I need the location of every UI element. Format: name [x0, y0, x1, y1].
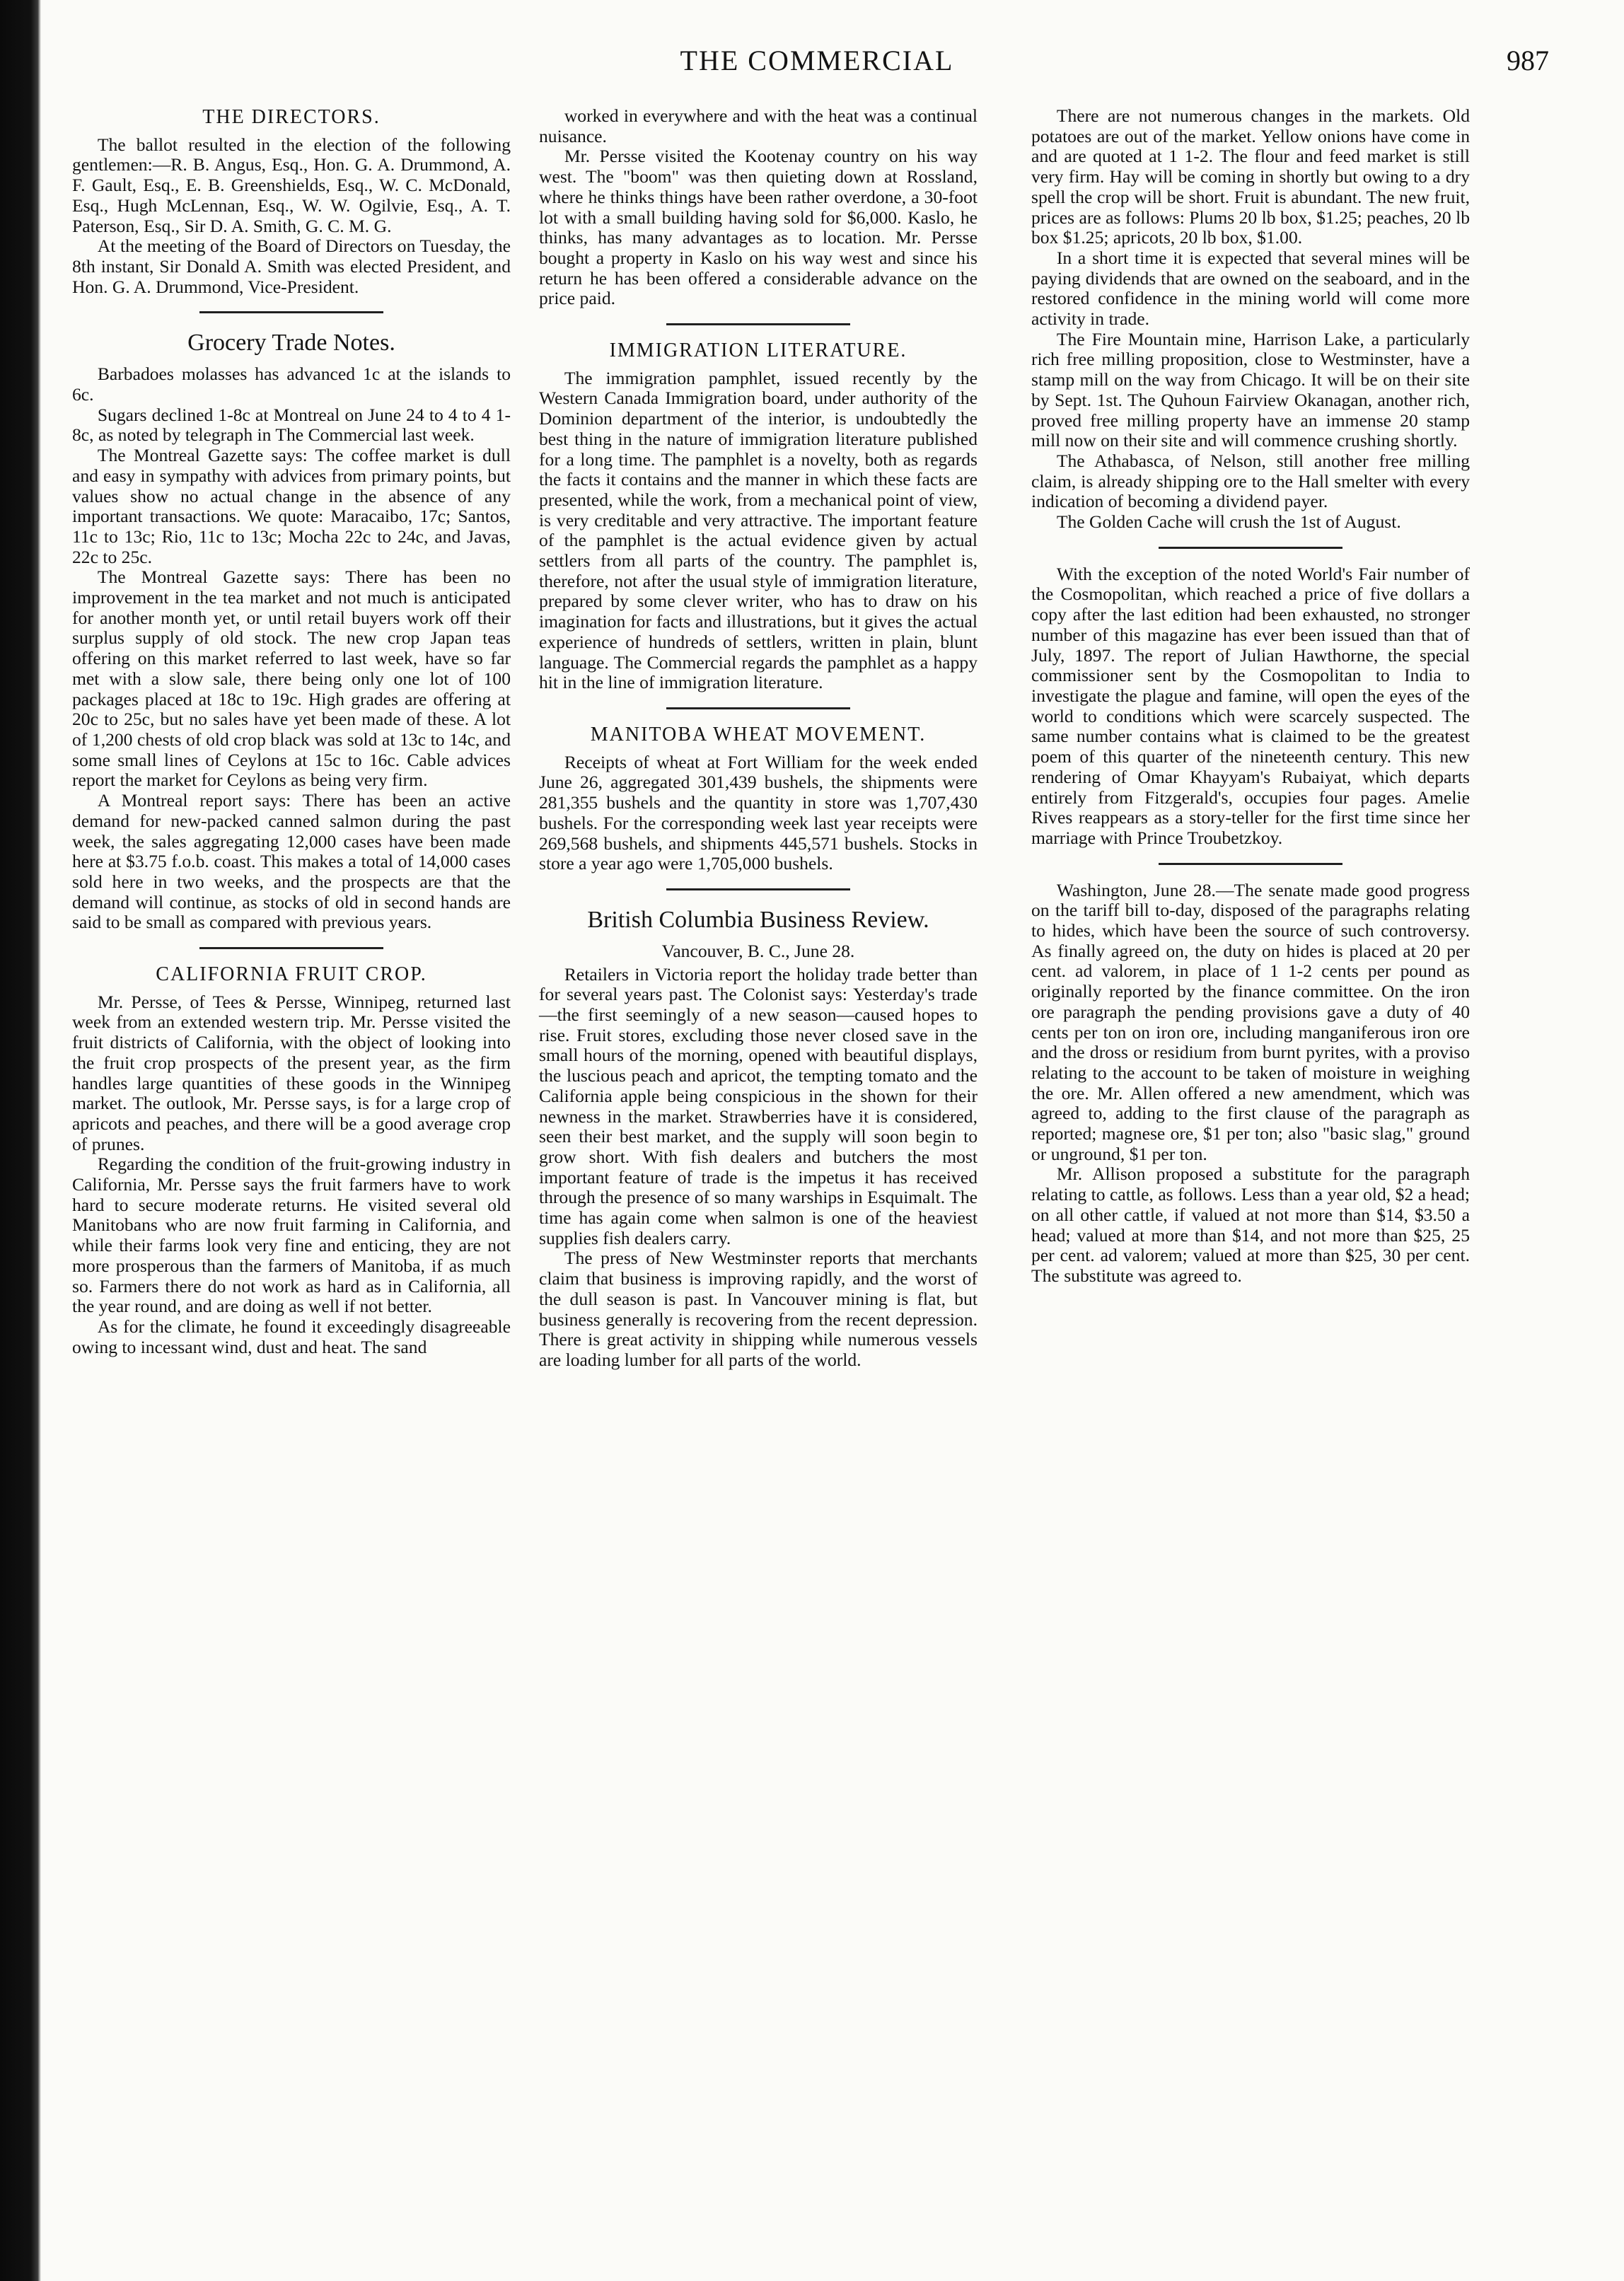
article	[72, 108, 511, 297]
book-binding-edge	[0, 0, 41, 2281]
paragraph: The Fire Mountain mine, Harrison Lake, a particularly rich free milling proposition, close to Westminster, have a stamp mill on the way from Chicago. It will be on their site by Sept. 1st. The Quhoun Fairview Okanagan, another rich, proved free milling property have an immense 20 stamp mill now on their site and will commence crushing shortly.	[1031, 328, 1470, 451]
section-divider	[666, 888, 850, 890]
page-header	[85, 44, 1549, 86]
paragraph: With the exception of the noted World's Fair number of the Cosmopolitan, which reached a price of five dollars a copy after the last edition had been exhausted, no stronger number of this magazine has ever been issued than that of July, 1897. The report of Julian Hawthorne, the special commissioner sent by the Cosmopolitan to India to investigate the plague and famine, will open the eyes of the world to conditions which were scarcely suspected. The same number contains what is claimed to be the greatest poem of this quarter of the nineteenth century. This new rendering of Omar Khayyam's Rubaiyat, which departs entirely from Fitzgerald's, occupies four pages. Amelie Rives reappears as a story-teller for the first time since her marriage with Prince Troubetzkoy.	[1031, 563, 1470, 848]
paragraph: Mr. Persse, of Tees & Persse, Winnipeg, returned last week from an extended western trip. Mr. Persse visited the fruit districts of California, with the object of looking into the fruit crop prospects of the present year, as the firm handles large quantities of these goods in the Winnipeg market. The outlook, Mr. Persse says, is for a large crop of apricots and peaches, and there will be a good average crop of prunes.	[72, 991, 511, 1154]
paragraph: The Montreal Gazette says: There has been no improvement in the tea market and not much is anticipated for another month yet, or until retail buyers work off their surplus supply of old stock. The new crop Japan teas offering on this market referred to last week, have so far met with a slow sale, there being only one lot of 100 packages placed at 18c to 19c. High grades are offering at 20c to 25c, but no sales have yet been made of these. A lot of 1,200 chests of old crop black was sold at 13c to 14c, and some small lines of Ceylons at 15c to 16c. Cable advices report the market for Ceylons as being very firm.	[72, 567, 511, 791]
paragraph: The Montreal Gazette says: The coffee market is dull and easy in sympathy with advices from primary points, but values show no actual change in the absence of any important transactions. We quote: Maracaibo, 17c; Santos, 11c to 13c; Rio, 11c to 13c; Mocha 22c to 24c, and Javas, 22c to 25c.	[72, 445, 511, 567]
paragraph: Retailers in Victoria report the holiday trade better than for several years past. The Colonist says: Yesterday's trade—the first seemingly of a new season—caused hopes to rise. Fruit stores, excluding those never closed save in the small hours of the morning, opened with beautiful displays, the luscious peach and apricot, the tempting tomato and the California apple being conspicious in the shown for their newness in the market. Strawberries have it is considered, seen their best market, and the supply will soon begin to grow short. With fish dealers and butchers the most important feature of trade is the impetus it has received through the presence of so many warships in Esquimalt. The time has again come when salmon is one of the heaviest supplies fish dealers carry.	[539, 963, 978, 1248]
paragraph: In a short time it is expected that several mines will be paying dividends that are owned on the seaboard, and in the restored confidence in the mining world will come more activity in trade.	[1031, 247, 1470, 330]
article-heading: CALIFORNIA FRUIT CROP.	[156, 963, 427, 986]
paragraph: Sugars declined 1-8c at Montreal on June 24 to 4 to 4 1-8c, as noted by telegraph in The Commercial last week.	[72, 404, 511, 446]
paragraph: Washington, June 28.—The senate made good progress on the tariff bill to-day, disposed of the paragraphs relating to hides, which have been the source of such controversy. As finally agreed on, the duty on hides is placed at 20 per cent. ad valorem, in place of 1 1-2 cents per pound as originally reported by the finance committee. On the iron ore paragraph the pending provisions gave a duty of 40 cents per ton on iron ore, including manganiferous iron ore and the dross or residium from burnt pyrites, with a proviso relating to the account to be taken of moisture in weighing the ore. Mr. Allen offered a new amendment, which was agreed to, adding to the first clause of the paragraph as reported; magnese ore, $1 per ton; also "basic slag," ground or unground, $1 per ton.	[1031, 879, 1470, 1164]
page-number: 987	[1507, 45, 1549, 76]
section-divider	[666, 707, 850, 709]
article	[539, 341, 978, 693]
article	[1031, 881, 1470, 1287]
paragraph: The press of New Westminster reports that merchants claim that business is improving rapidly, and the worst of the dull season is past. In Vancouver mining is flat, but business generally is recovering from the recent depression. There is great activity in shipping while numerous vessels are loading lumber for all parts of the world.	[539, 1248, 978, 1370]
dateline: Vancouver, B. C., June 28.	[661, 940, 855, 961]
section-divider	[666, 323, 850, 325]
article-title: Grocery Trade Notes.	[187, 330, 395, 356]
article	[72, 965, 511, 1357]
article-heading: MANITOBA WHEAT MOVEMENT.	[590, 723, 927, 745]
paragraph: The ballot resulted in the election of the following gentlemen:—R. B. Angus, Esq., Hon. G. A. Drummond, A. F. Gault, Esq., E. B. Greenshields, Esq., W. C. McDonald, Esq., Hugh McLennan, Esq., W. W. Ogilvie, Esq., A. T. Paterson, Esq., Sir D. A. Smith, G. C. M. G.	[72, 134, 511, 236]
paragraph: At the meeting of the Board of Directors on Tuesday, the 8th instant, Sir Donald A. Smith was elected President, and Hon. G. A. Drummond, Vice-President.	[72, 236, 511, 297]
article-heading: THE DIRECTORS.	[202, 106, 381, 128]
section-divider	[1159, 547, 1342, 549]
article-heading: IMMIGRATION LITERATURE.	[609, 339, 907, 362]
paragraph: As for the climate, he found it exceedingly disagreeable owing to incessant wind, dust and heat. The sand	[72, 1316, 511, 1357]
column-3	[1031, 106, 1470, 1287]
section-divider	[199, 311, 383, 313]
paragraph: worked in everywhere and with the heat was a continual nuisance.	[539, 105, 978, 146]
paragraph: The Golden Cache will crush the 1st of August.	[1056, 511, 1401, 533]
paragraph: The immigration pamphlet, issued recently by the Western Canada Immigration board, under authority of the Dominion department of the interior, is undoubtedly the best thing in the nature of immigration literature published for a long time. The pamphlet is a novelty, both as regards the facts it contains and the manner in which these facts are presented, while the work, from a mechanical point of view, is very creditable and very attractive. The important feature of the pamphlet is the actual evidence given by actual settlers from all parts of the country. The pamphlet is, therefore, not after the usual style of immigration literature, prepared by some clever writer, who has to draw on his imagination for facts and illustrations, but it gives the actual experience of hundreds of settlers, written in plain, blunt language. The Commercial regards the pamphlet as a happy hit in the line of immigration literature.	[539, 367, 978, 693]
article	[539, 106, 978, 309]
paragraph: Mr. Persse visited the Kootenay country on his way west. The "boom" was then quieting down at Rossland, where he thinks things have been rather overdone, a 30-foot lot with a small building having sold for $6,000. Kaslo, he thinks, has many advantages as to location. Mr. Persse bought a property in Kaslo on his way west and since his return he has been offered a considerable advance on the price paid.	[539, 146, 978, 309]
article-title: British Columbia Business Review.	[587, 906, 929, 933]
paragraph: A Montreal report says: There has been an active demand for new-packed canned salmon during the past week, the sales aggregating 12,000 cases have been made here at $3.75 f.o.b. coast. This makes a total of 14,000 cases sold here in two weeks, and the prospects are that the demand will continue, as stocks of old in second hands are said to be small as compared with previous years.	[72, 790, 511, 933]
section-divider	[199, 947, 383, 949]
article	[72, 329, 511, 933]
article	[539, 906, 978, 1371]
column-1	[72, 106, 511, 1357]
section-divider	[1159, 863, 1342, 865]
paragraph: Barbadoes molasses has advanced 1c at the islands to 6c.	[72, 364, 511, 405]
paragraph: Mr. Allison proposed a substitute for the paragraph relating to cattle, as follows. Less than a year old, $2 a head; on all other cattle, if valued at not more than $14, $3.50 a head; valued at more than $14, and not more than $25, 25 per cent. ad valorem; valued at more than $25, 30 per cent. The substitute was agreed to.	[1031, 1163, 1470, 1286]
column-2	[539, 106, 978, 1371]
article	[1031, 564, 1470, 849]
page-title: THE COMMERCIAL	[680, 45, 954, 76]
paragraph: Regarding the condition of the fruit-growing industry in California, Mr. Persse says the fruit farmers have to work hard to secure moderate returns. He visited several old Manitobans who are now fruit farming in California, and while their farms look very fine and enticing, they are not more prosperous than the farmers of Manitoba, if as much so. Farmers there do not work as hard as in California, all the year round, and are doing as well if not better.	[72, 1154, 511, 1317]
paragraph: The Athabasca, of Nelson, still another free milling claim, is already shipping ore to the Hall smelter with every indication of becoming a dividend payer.	[1031, 450, 1470, 512]
paragraph: There are not numerous changes in the markets. Old potatoes are out of the market. Yellow onions have come in and are quoted at 1 1-2. The flour and feed market is still very firm. Hay will be coming in shortly but owing to a dry spell the crop will be short. Fruit is abundant. The new fruit, prices are as follows: Plums 20 lb box, $1.25; peaches, 20 lb box $1.25; apricots, 20 lb box, $1.00.	[1031, 105, 1470, 248]
article	[539, 725, 978, 874]
paragraph: Receipts of wheat at Fort William for the week ended June 26, aggregated 301,439 bushels, the shipments were 281,355 bushels and the quantity in store was 1,707,430 bushels. For the corresponding week last year receipts were 269,568 bushels, and shipments 445,571 bushels. Stocks in store a year ago were 1,705,000 bushels.	[539, 751, 978, 874]
article	[1031, 106, 1470, 533]
